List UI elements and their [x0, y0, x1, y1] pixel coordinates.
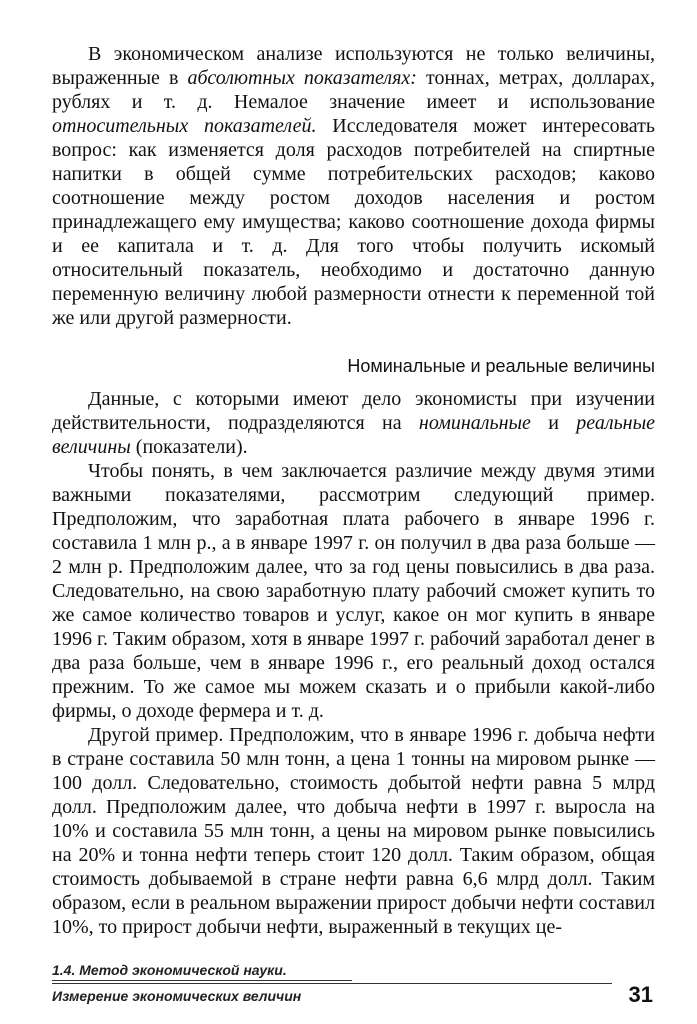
- footer-section-title: 1.4. Метод экономической науки.: [52, 962, 287, 978]
- footer-divider: [52, 980, 352, 981]
- emphasis-absolute-indicators: абсолютных показателях:: [187, 67, 417, 89]
- paragraph-relative-indicators: [52, 42, 655, 330]
- section-heading: Номинальные и реальные величины: [347, 356, 655, 376]
- paragraph-wage-example: Чтобы понять, в чем заключается различие между двумя этими важными показателями, рассмотрим следующий пример. Предположим, что заработная плата рабочего в январе 1996 г. составила 1 млн р., а в январе 1997 г. он получил в два раза больше — 2 млн р. Предположим далее, что за год цены повысились в два раза. Следовательно, на свою заработную плату рабочий сможет купить то же самое количество товаров и услуг, какое он мог купить в январе 1996 г. Таким образом, хотя в январе 1997 г. рабочий заработал денег в два раза больше, чем в январе 1996 г., его реальный доход остался прежним. То же самое мы можем сказать и о прибыли какой-либо фирмы, о доходе фермера и т. д.: [52, 460, 655, 722]
- page-number: 31: [628, 982, 653, 1007]
- paragraph-text: Исследователя может интересовать вопрос: как изменяется доля расходов потребителей на спиртные напитки в общей сумме потребительских расходов; каково соотношение между ростом доходов населения и ростом принадлежащего ему имущества; каково соотношение дохода фирмы и ее капитала и т. д. Для того чтобы получить искомый относительный показатель, необходимо и достаточно данную переменную величину любой размерности отнести к переменной той же или другой размерности.: [52, 115, 655, 329]
- footer-divider: [52, 983, 612, 984]
- paragraph-nominal-real: [52, 387, 655, 459]
- emphasis-nominal: номинальные: [418, 412, 531, 434]
- paragraph-text: Данные, с которыми имеют дело экономисты при изучении действительности, подразделяются на: [52, 388, 655, 434]
- main-text-column: [52, 387, 655, 939]
- paragraph-text: В экономическом анализе используются не только величины, выраженные в: [52, 43, 655, 89]
- emphasis-real-values: реальные величины: [52, 412, 656, 458]
- footer-chapter-title: Измерение экономических величин: [52, 988, 302, 1004]
- emphasis-relative-indicators: относительных показателей.: [52, 115, 317, 137]
- paragraph-text: тоннах, метрах, долларах, рублях и т. д. Немалое значение имеет и использование: [52, 67, 656, 113]
- paragraph-text: и: [530, 412, 577, 434]
- paragraph-text: (показатели).: [130, 436, 248, 458]
- paragraph-oil-example: Другой пример. Предположим, что в январе 1996 г. добыча нефти в стране составила 50 млн тонн, а цена 1 тонны на мировом рынке — 100 долл. Следовательно, стоимость добытой нефти равна 5 млрд долл. Предположим далее, что добыча нефти в 1997 г. выросла на 10% и составила 55 млн тонн, а цены на мировом рынке повысились на 20% и тонна нефти теперь стоит 120 долл. Таким образом, общая стоимость добываемой в стране нефти равна 6,6 млрд долл. Таким образом, если в реальном выражении прирост добычи нефти составил 10%, то прирост добычи нефти, выраженный в текущих це-: [52, 724, 655, 938]
